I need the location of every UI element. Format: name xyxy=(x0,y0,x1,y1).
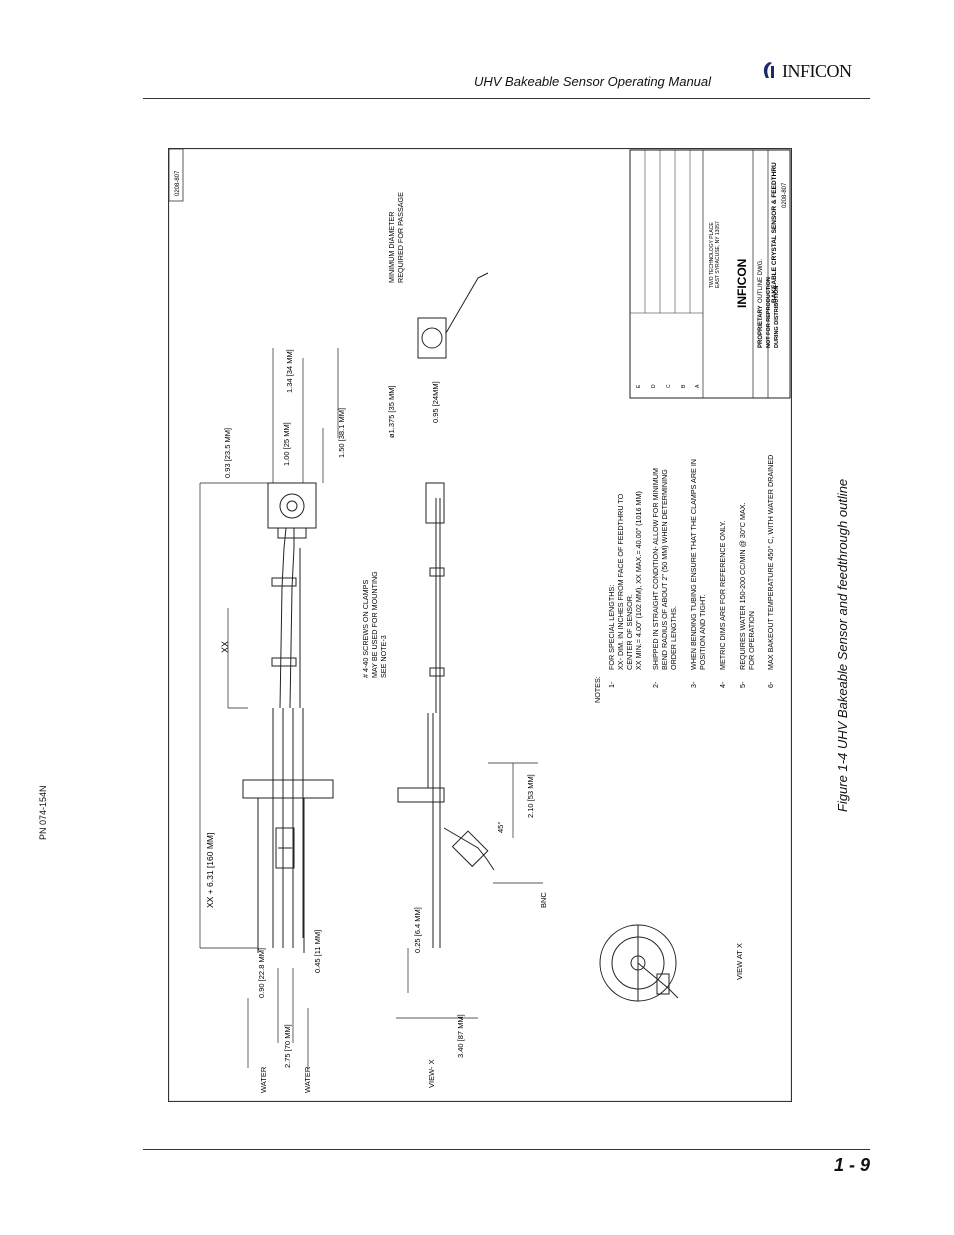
note-5-line-1: REQUIRES WATER 150-200 CC/MIN @ 30°C MAX. xyxy=(738,502,747,670)
note-3-num: 3- xyxy=(689,681,698,688)
note-4-num: 4- xyxy=(718,681,727,688)
part-number: PN 074-154N xyxy=(38,785,48,840)
screws-line-2: MAY BE USED FOR MOUNTING xyxy=(370,571,379,678)
figure-caption: Figure 1-4 UHV Bakeable Sensor and feedthrough outline xyxy=(835,478,850,812)
header-rule xyxy=(143,98,870,99)
note-6-line-1: MAX BAKEOUT TEMPERATURE 450° C, WITH WATER DRAINED xyxy=(766,454,775,670)
title-block-logo: INFICON xyxy=(735,258,749,308)
note-1-line-1: FOR SPECIAL LENGTHS: xyxy=(607,584,616,670)
note-2-line-3: ORDER LENGTHS. xyxy=(669,606,678,670)
dim-090: 0.90 [22.8 MM] xyxy=(257,947,266,998)
min-diameter-line-2: REQUIRED FOR PASSAGE xyxy=(396,192,405,283)
inficon-logo xyxy=(760,60,852,82)
note-2-line-2: BEND RADIUS OF ABOUT 2" (50 MM) WHEN DETERMINING xyxy=(660,469,669,670)
inficon-mark-icon xyxy=(760,60,780,82)
note-2-num: 2- xyxy=(651,681,660,688)
note-1-line-4: XX MIN.= 4.00" (102 MM), XX MAX.= 40.00" (1016 MM) xyxy=(634,491,643,670)
proprietary-1: PROPRIETARY xyxy=(758,305,764,348)
dim-xx: XX xyxy=(220,640,230,653)
dwg-number-corner: 0208-807 xyxy=(175,170,181,196)
note-2-line-1: SHIPPED IN STRAIGHT CONDITION- ALLOW FOR MINIMUM xyxy=(651,468,660,670)
dim-210: 2.10 [53 MM] xyxy=(526,774,535,818)
rev-e: E xyxy=(636,384,642,388)
min-diameter-line-1: MINIMUM DIAMETER xyxy=(387,211,396,283)
footer-rule xyxy=(143,1149,870,1150)
note-3-line-2: POSITION AND TIGHT. xyxy=(698,594,707,670)
outline-drawing xyxy=(168,148,792,1102)
dim-095: 0.95 [24MM] xyxy=(431,381,440,423)
notes-title: NOTES: xyxy=(593,676,602,703)
rev-c: C xyxy=(666,384,672,388)
label-bnc: BNC xyxy=(539,892,548,908)
label-view-at-x: VIEW AT X xyxy=(735,943,744,980)
proprietary-2: NOT FOR REPRODUCTION xyxy=(766,277,772,348)
screws-line-3: SEE NOTE-3 xyxy=(379,635,388,678)
dim-150: 1.50 [38.1 MM] xyxy=(337,407,346,458)
logo-text: INFICON xyxy=(782,60,852,81)
screws-line-1: # 4-40 SCREWS ON CLAMPS xyxy=(361,579,370,678)
note-3-line-1: WHEN BENDING TUBING ENSURE THAT THE CLAMPS ARE IN xyxy=(689,458,698,670)
title-block-title: BAKEABLE CRYSTAL SENSOR & FEEDTHRU xyxy=(771,162,778,303)
note-5-num: 5- xyxy=(738,681,747,688)
dim-angle: 45° xyxy=(496,821,505,833)
dim-045: 0.45 [11 MM] xyxy=(313,929,322,973)
page-number: 1 - 9 xyxy=(833,1155,870,1175)
rev-b: B xyxy=(681,384,687,388)
title-block-address-2: EAST SYRACUSE, NY 13057 xyxy=(715,221,721,288)
note-4-line-1: METRIC DIMS ARE FOR REFERENCE ONLY. xyxy=(718,520,727,670)
dim-275: 2.75 [70 MM] xyxy=(283,1024,292,1068)
dim-100: 1.00 [25 MM] xyxy=(282,422,291,466)
dim-025: 0.25 [6.4 MM] xyxy=(413,907,422,953)
rev-d: D xyxy=(651,384,657,388)
dim-overall: XX + 6.31 [160 MM] xyxy=(205,832,215,908)
note-1-line-3: CENTER OF SENSOR. xyxy=(625,594,634,670)
note-5-line-2: FOR OPERATION xyxy=(747,611,756,670)
header-title: UHV Bakeable Sensor Operating Manual xyxy=(474,74,712,89)
title-block-address-1: TWO TECHNOLOGY PLACE xyxy=(709,222,715,288)
title-block-dwg-no: 0208-807 xyxy=(782,182,788,208)
title-block-outline: OUTLINE DWG. xyxy=(758,258,764,303)
dim-093: 0.93 [23.5 MM] xyxy=(223,427,232,478)
note-1-num: 1- xyxy=(607,681,616,688)
rev-a: A xyxy=(695,384,701,388)
dim-1375: ø1.375 [35 MM] xyxy=(387,385,396,438)
label-view-x: VIEW- X xyxy=(427,1059,436,1088)
note-6-num: 6- xyxy=(766,681,775,688)
dim-134: 1.34 [34 MM] xyxy=(285,349,294,393)
label-water-2: WATER xyxy=(303,1066,312,1093)
label-water-1: WATER xyxy=(259,1066,268,1093)
proprietary-3: DURING DISTRIBUTION xyxy=(774,285,780,348)
dim-340: 3.40 [87 MM] xyxy=(456,1014,465,1058)
note-1-line-2: XX- DIM. IN INCHES FROM FACE OF FEEDTHRU TO xyxy=(616,493,625,670)
